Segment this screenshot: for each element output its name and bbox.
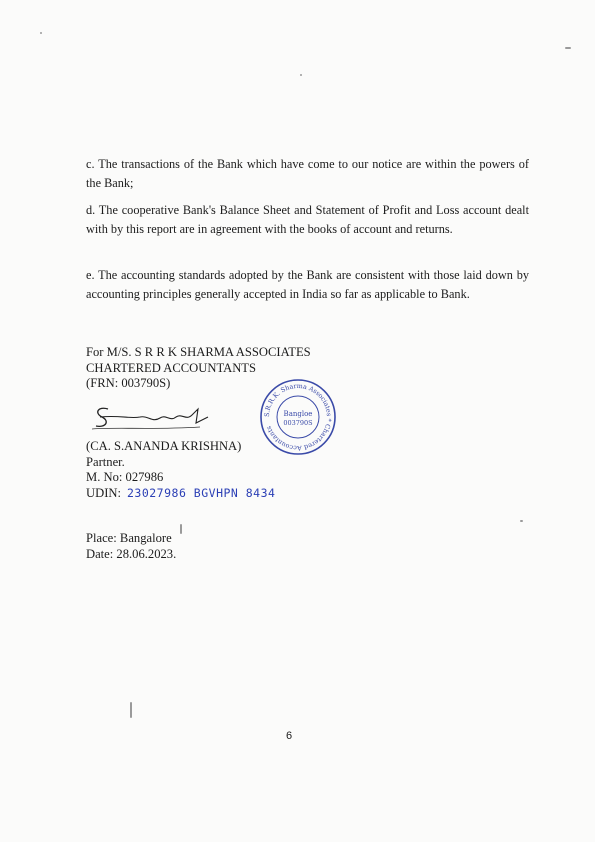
handwritten-signature <box>90 397 215 437</box>
paragraph-e: e. The accounting standards adopted by the Bank are consistent with those laid down by accounting principles generally accepted in India so far as applicable to Bank. <box>86 268 529 301</box>
scan-speck <box>565 47 571 49</box>
signatory-role: Partner. <box>86 454 125 469</box>
paragraph-d: d. The cooperative Bank's Balance Sheet and Statement of Profit and Loss account dealt with by this report are in agreement with the books of account and returns. <box>86 203 529 236</box>
signatory-name: (CA. S.ANANDA KRISHNA) <box>86 439 242 453</box>
scan-speck <box>130 702 132 718</box>
scan-speck <box>40 32 42 34</box>
page-number: 6 <box>285 730 293 742</box>
paragraph-c: c. The transactions of the Bank which have come to our notice are within the powers of the Bank; <box>86 157 529 190</box>
stamp-code: 003790S <box>283 419 313 427</box>
place-date-block <box>86 531 176 562</box>
scan-speck <box>180 524 182 534</box>
udin-label: UDIN: <box>86 485 121 500</box>
membership-number: M. No: 027986 <box>86 470 164 484</box>
scan-speck <box>300 74 302 76</box>
udin-value: 23027986 BGVHPN 8434 <box>126 485 276 500</box>
udin-line <box>86 486 275 502</box>
date: Date: 28.06.2023. <box>86 546 177 561</box>
stamp-city: Bangloe <box>283 410 313 418</box>
firm-designation: CHARTERED ACCOUNTANTS <box>86 360 257 375</box>
scan-speck <box>520 520 523 522</box>
signatory-block <box>86 439 275 501</box>
firm-name: For M/S. S R R K SHARMA ASSOCIATES <box>86 345 311 359</box>
place: Place: Bangalore <box>86 531 172 545</box>
svg-text:S.R.R.K. Sharma Associates * C: S.R.R.K. Sharma Associates * Chartered Accountants <box>262 381 334 453</box>
firm-registration-number: (FRN: 003790S) <box>86 376 171 390</box>
